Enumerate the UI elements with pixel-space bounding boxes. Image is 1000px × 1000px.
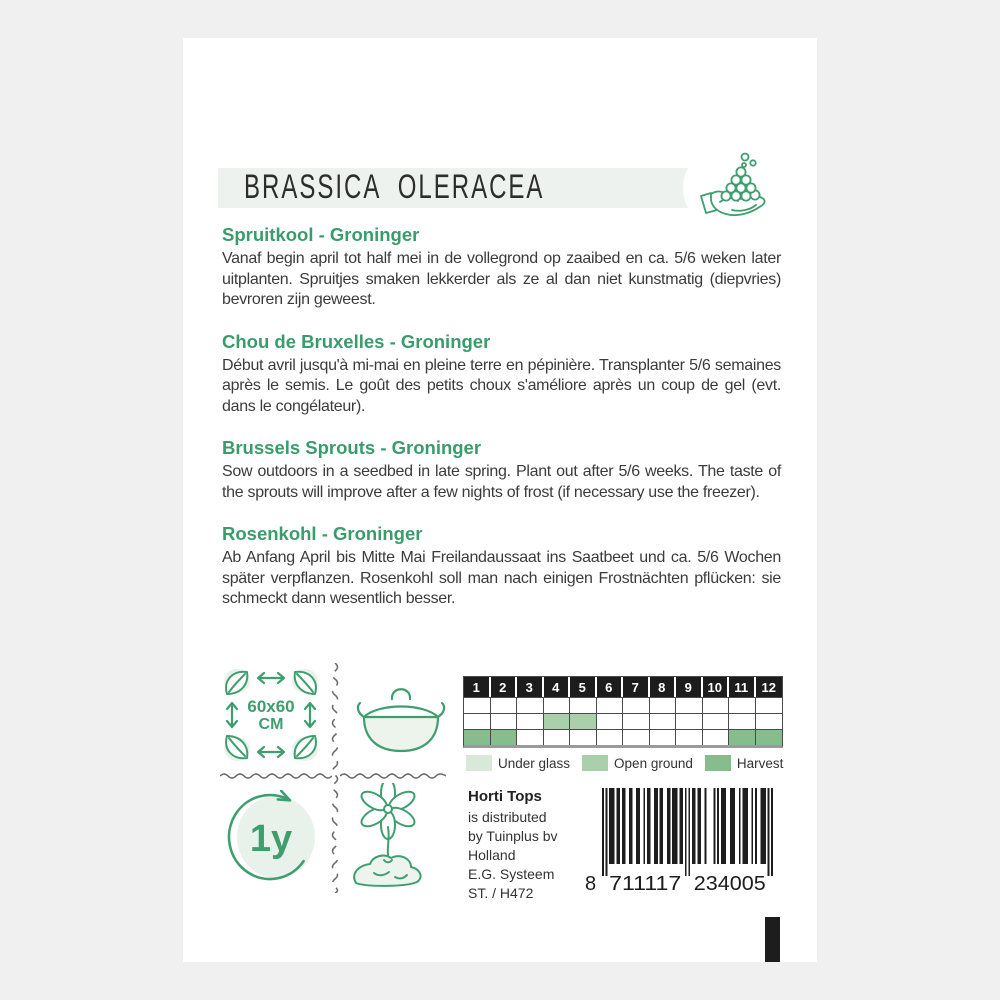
calendar-month-4: 4 xyxy=(544,677,571,697)
calendar-cell-under_glass-7 xyxy=(623,697,650,713)
calendar-month-9: 9 xyxy=(676,677,703,697)
cycle-label: 1y xyxy=(249,817,293,860)
distributor-info xyxy=(468,788,588,903)
calendar-month-5: 5 xyxy=(570,677,597,697)
species-banner xyxy=(218,168,700,208)
calendar-cell-open_ground-7 xyxy=(623,713,650,729)
seed-packet-label xyxy=(183,38,817,962)
calendar-cell-under_glass-12 xyxy=(756,697,783,713)
species-title: BRASSICA OLERACEA xyxy=(244,168,545,207)
print-registration-mark xyxy=(765,917,780,962)
calendar-cell-under_glass-1 xyxy=(464,697,491,713)
calendar-cell-under_glass-2 xyxy=(491,697,518,713)
distributor-line: Holland xyxy=(468,847,516,863)
horizontal-divider-wave-left xyxy=(220,772,332,781)
calendar-cell-under_glass-11 xyxy=(729,697,756,713)
calendar-cell-open_ground-2 xyxy=(491,713,518,729)
calendar-cell-under_glass-8 xyxy=(650,697,677,713)
open-ground-label: Open ground xyxy=(614,755,693,771)
sowing-calendar xyxy=(463,676,784,771)
calendar-cell-harvest-11 xyxy=(729,729,756,745)
under-glass-label: Under glass xyxy=(498,755,571,771)
legend-item-harvest xyxy=(705,755,784,771)
calendar-month-3: 3 xyxy=(517,677,544,697)
calendar-month-10: 10 xyxy=(703,677,730,697)
calendar-cell-harvest-10 xyxy=(703,729,730,745)
calendar-legend xyxy=(466,755,796,771)
section-body-dutch: Vanaf begin april tot half mei in de vollegrond op zaaibed en ca. 5/6 weken later uitplanten. Spruitjes smaken lekkerder als ze al dan niet kunstmatig (diepvries) bevroren zijn geweest. xyxy=(222,250,781,308)
calendar-cell-harvest-4 xyxy=(544,729,571,745)
calendar-cell-open_ground-9 xyxy=(676,713,703,729)
section-title-english: Brussels Sprouts - Groninger xyxy=(222,437,482,458)
distributor-line: ST. / H472 xyxy=(468,885,534,901)
distributor-line: by Tuinplus bv xyxy=(468,828,558,844)
calendar-cell-open_ground-1 xyxy=(464,713,491,729)
calendar-cell-open_ground-12 xyxy=(756,713,783,729)
legend-item-open-ground xyxy=(582,755,693,771)
calendar-month-6: 6 xyxy=(597,677,624,697)
distributor-line: is distributed xyxy=(468,809,547,825)
barcode-svg xyxy=(583,788,775,892)
calendar-cell-under_glass-4 xyxy=(544,697,571,713)
legend-item-under-glass xyxy=(466,755,570,771)
section-french xyxy=(222,331,781,418)
calendar-cell-open_ground-5 xyxy=(570,713,597,729)
calendar-cell-under_glass-5 xyxy=(570,697,597,713)
section-german xyxy=(222,523,781,610)
section-dutch xyxy=(222,224,781,311)
calendar-cell-under_glass-6 xyxy=(597,697,624,713)
calendar-cell-under_glass-10 xyxy=(703,697,730,713)
calendar-month-11: 11 xyxy=(729,677,756,697)
horizontal-divider-wave-right xyxy=(340,772,446,781)
calendar-month-8: 8 xyxy=(650,677,677,697)
calendar-cell-under_glass-3 xyxy=(517,697,544,713)
section-body-french: Début avril jusqu'à mi-mai en pleine terre en pépinière. Transplanter 5/6 semaines après le semis. Le goût des petits choux s'améliore après un coup de gel (evt. dans le congélateur). xyxy=(222,356,781,415)
spacing-unit: CM xyxy=(258,715,284,733)
calendar-cell-under_glass-9 xyxy=(676,697,703,713)
calendar-month-1: 1 xyxy=(464,677,491,697)
harvest-swatch xyxy=(705,755,731,771)
calendar-cell-open_ground-4 xyxy=(544,713,571,729)
section-english xyxy=(222,437,781,503)
distributor-name: Horti Tops xyxy=(468,788,542,805)
svg-text:8: 8 xyxy=(585,873,597,892)
under-glass-swatch xyxy=(466,755,492,771)
calendar-month-7: 7 xyxy=(623,677,650,697)
section-body-german: Ab Anfang April bis Mitte Mai Freilandaussaat ins Saatbeet und ca. 5/6 Wochen später verpflanzen. Rosenkohl soll man nach einigen Frostnächten pflücken: sie schmeckt dann wesentlich besser. xyxy=(222,549,781,607)
plant-spacing-label xyxy=(221,666,321,764)
calendar-cell-open_ground-8 xyxy=(650,713,677,729)
calendar-cell-open_ground-6 xyxy=(597,713,624,729)
cooking-pot-icon xyxy=(356,683,446,755)
calendar-cell-harvest-8 xyxy=(650,729,677,745)
section-title-german: Rosenkohl - Groninger xyxy=(222,523,423,544)
calendar-cell-harvest-2 xyxy=(491,729,518,745)
annual-cycle-icon xyxy=(225,790,317,882)
calendar-month-12: 12 xyxy=(756,677,783,697)
hand-holding-sprouts-icon xyxy=(698,150,773,225)
calendar-cell-open_ground-11 xyxy=(729,713,756,729)
distributor-line: E.G. Systeem xyxy=(468,866,555,882)
spacing-value: 60x60 xyxy=(247,696,295,716)
calendar-cell-open_ground-3 xyxy=(517,713,544,729)
harvest-label: Harvest xyxy=(736,755,784,771)
calendar-cell-harvest-5 xyxy=(570,729,597,745)
calendar-cell-harvest-3 xyxy=(517,729,544,745)
section-body-english: Sow outdoors in a seedbed in late spring. Plant out after 5/6 weeks. The taste of the sprouts will improve after a few nights of frost (if necessary use the freezer). xyxy=(222,463,781,501)
calendar-cell-harvest-1 xyxy=(464,729,491,745)
calendar-cell-harvest-7 xyxy=(623,729,650,745)
calendar-cell-harvest-6 xyxy=(597,729,624,745)
seedling-mound-icon xyxy=(348,783,428,888)
calendar-cell-harvest-9 xyxy=(676,729,703,745)
calendar-month-2: 2 xyxy=(491,677,518,697)
section-title-french: Chou de Bruxelles - Groninger xyxy=(222,330,491,352)
description-sections xyxy=(222,224,781,630)
calendar-cell-harvest-12 xyxy=(756,729,783,745)
svg-text:711117: 711117 xyxy=(609,873,682,892)
calendar-cell-open_ground-10 xyxy=(703,713,730,729)
svg-text:234005: 234005 xyxy=(693,873,766,892)
open-ground-swatch xyxy=(582,755,608,771)
section-title-dutch: Spruitkool - Groninger xyxy=(222,224,420,245)
calendar-grid xyxy=(463,676,783,748)
